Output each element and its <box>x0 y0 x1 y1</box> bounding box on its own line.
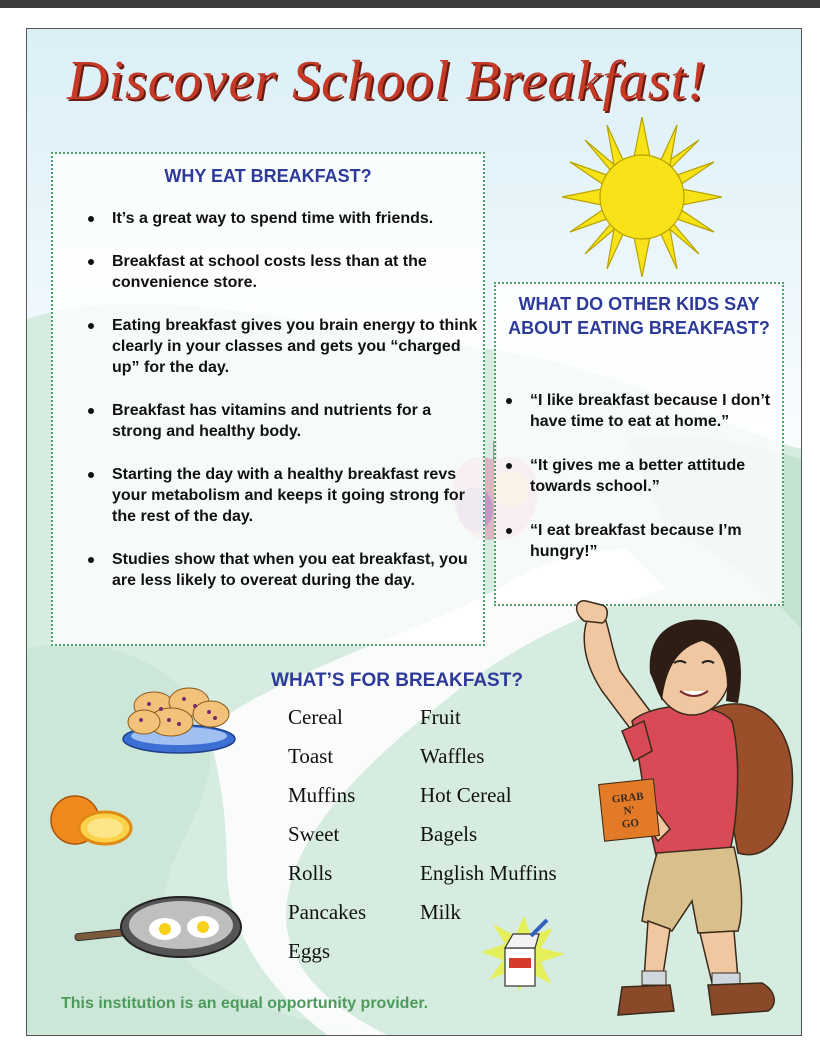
list-item: Studies show that when you eat breakfast, you are less likely to overeat during the day. <box>112 549 482 591</box>
frying-pan-eggs-icon <box>73 891 243 961</box>
quote-item: “I like breakfast because I don’t have time to eat at home.” <box>530 390 775 432</box>
orange-icon <box>49 792 135 852</box>
girl-with-backpack-illustration <box>562 591 800 1035</box>
menu-item: Toast <box>288 744 334 768</box>
kids-heading: WHAT DO OTHER KIDS SAY ABOUT EATING BREAKFAST? <box>508 294 770 338</box>
page-title: Discover School Breakfast! <box>67 50 707 112</box>
menu-item: Waffles <box>420 744 485 768</box>
sun-icon <box>562 117 722 277</box>
bag-label-line: GO <box>621 817 640 831</box>
bag-label-line: GRAB <box>611 790 645 806</box>
milk-carton-icon <box>479 914 569 994</box>
why-eat-breakfast-box <box>51 152 485 646</box>
list-item: Starting the day with a healthy breakfast revs your metabolism and keeps it going strong for the rest of the day. <box>112 464 482 527</box>
list-item: Breakfast at school costs less than at the convenience store. <box>112 251 482 293</box>
menu-item: Fruit <box>420 705 461 729</box>
menu-item: English Muffins <box>420 861 557 885</box>
footer-statement: This institution is an equal opportunity provider. <box>61 995 429 1012</box>
menu-item: Milk <box>420 900 461 924</box>
kids-say-box <box>494 282 784 606</box>
why-heading: WHY EAT BREAKFAST? <box>164 166 372 186</box>
bag-label-line: N' <box>623 804 636 818</box>
menu-heading: WHAT’S FOR BREAKFAST? <box>271 670 523 691</box>
menu-item: Sweet <box>288 822 340 846</box>
poster <box>26 28 802 1036</box>
list-item: Eating breakfast gives you brain energy to think clearly in your classes and gets you “charged up” for the day. <box>112 315 482 378</box>
list-item: It’s a great way to spend time with friends. <box>112 208 482 229</box>
muffins-icon <box>119 684 239 764</box>
menu-item: Eggs <box>288 939 330 963</box>
quote-item: “I eat breakfast because I’m hungry!” <box>530 520 775 562</box>
top-bar <box>0 0 820 8</box>
menu-item: Cereal <box>288 705 343 729</box>
menu-item: Hot Cereal <box>420 783 512 807</box>
quote-item: “It gives me a better attitude towards school.” <box>530 455 775 497</box>
menu-item: Bagels <box>420 822 478 846</box>
menu-item: Pancakes <box>288 900 367 924</box>
list-item: Breakfast has vitamins and nutrients for a strong and healthy body. <box>112 400 482 442</box>
grab-n-go-bag <box>598 778 660 842</box>
menu-item: Rolls <box>288 861 333 885</box>
menu-item: Muffins <box>288 783 356 807</box>
why-list <box>112 208 482 613</box>
kids-quotes-list <box>530 390 775 585</box>
